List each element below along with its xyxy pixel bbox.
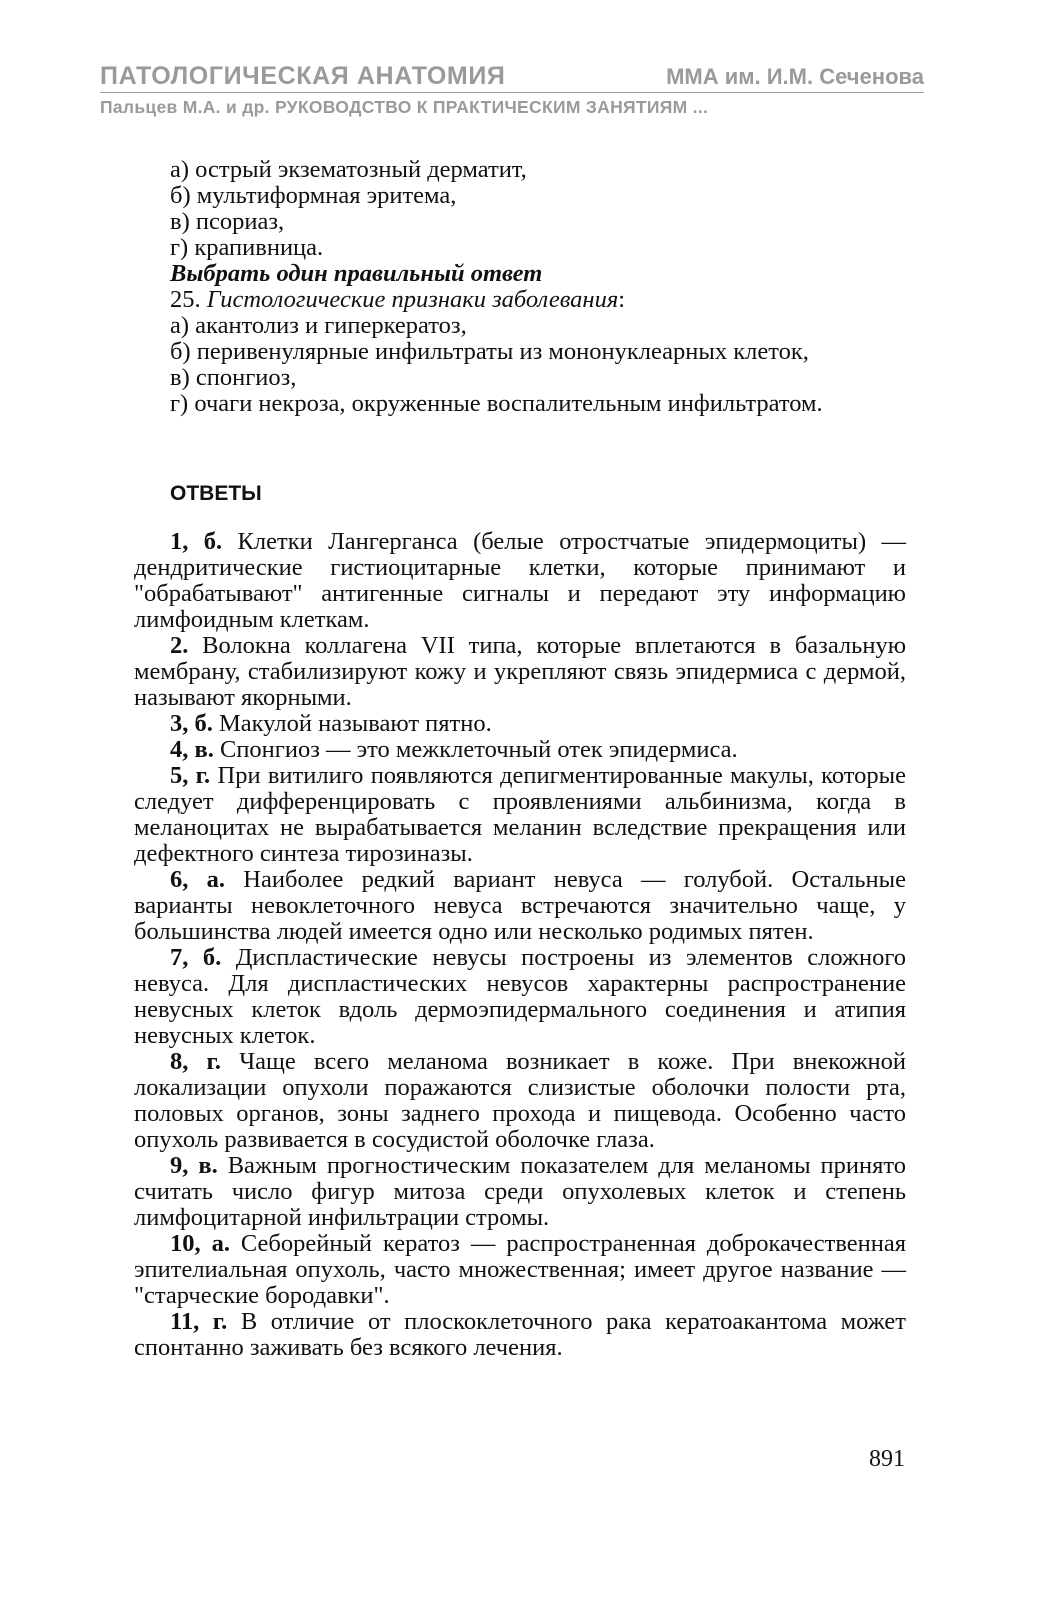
answer-key: 5, г.	[170, 762, 211, 789]
q25-question-text: Гистологические признаки заболевания	[206, 286, 619, 313]
answer-text: Наиболее редкий вариант невуса — голубой. Остальные варианты невоклеточного невуса встречаются значительно чаще, у большинства людей имеется одно или несколько родимых пятен.	[134, 866, 907, 945]
q25-option-b: б) перивенулярные инфильтраты из мононуклеарных клеток,	[170, 338, 809, 365]
answer-item	[134, 763, 906, 867]
answer-item	[134, 737, 906, 763]
answer-key: 9, в.	[170, 1152, 218, 1179]
q25-question	[134, 287, 906, 313]
q25-option-d: г) очаги некроза, окруженные воспалительным инфильтратом.	[170, 390, 823, 417]
answer-text: Диспластические невусы построены из элементов сложного невуса. Для диспластических невусов характерны распространение невусных клеток вдоль дермоэпидермального соединения и атипия невусных клеток.	[134, 944, 907, 1049]
instruction-text: Выбрать один правильный ответ	[170, 260, 543, 287]
answer-text: Чаще всего меланома возникает в коже. При внекожной локализации опухоли поражаются слизистые оболочки полости рта, половых органов, зоны заднего прохода и пищевода. Особенно часто опухоль развивается в сосудистой оболочке глаза.	[134, 1048, 906, 1153]
answer-key: 7, б.	[170, 944, 222, 971]
q25-option-c: в) спонгиоз,	[170, 364, 297, 391]
answer-item	[134, 867, 906, 945]
questions-block	[134, 157, 906, 417]
q25-option-a: а) акантолиз и гиперкератоз,	[170, 312, 467, 339]
instruction	[134, 261, 906, 287]
answer-item	[134, 1153, 906, 1231]
answers-heading: ОТВЕТЫ	[170, 482, 262, 505]
answer-item	[134, 711, 906, 737]
header-title: ПАТОЛОГИЧЕСКАЯ АНАТОМИЯ	[100, 62, 506, 90]
answer-item	[134, 529, 906, 633]
answer-text: Важным прогностическим показателем для меланомы принято считать число фигур митоза среди опухолевых клеток и степень лимфоцитарной инфильтрации стромы.	[134, 1152, 906, 1231]
answer-key: 8, г.	[170, 1048, 222, 1075]
answer-key: 10, а.	[170, 1230, 230, 1257]
answer-key: 1, б.	[170, 528, 223, 555]
q24-option-a: а) острый экзематозный дерматит,	[170, 156, 527, 183]
answer-text: Себорейный кератоз — распространенная доброкачественная эпителиальная опухоль, часто множественная; имеет другое название — "старческие бородавки".	[134, 1230, 907, 1309]
answer-key: 11, г.	[170, 1308, 228, 1335]
running-header	[100, 62, 924, 93]
answer-key: 6, а.	[170, 866, 226, 893]
answer-text: В отличие от плоскоклеточного рака кератоакантома может спонтанно заживать без всякого лечения.	[134, 1308, 907, 1361]
answer-text: При витилиго появляются депигментированные макулы, которые следует дифференцировать с проявлениями альбинизма, когда в меланоцитах не вырабатывается меланин вследствие прекращения или дефектного синтеза тирозиназы.	[134, 762, 906, 867]
answer-text: Волокна коллагена VII типа, которые вплетаются в базальную мембрану, стабилизируют кожу и укрепляют связь эпидермиса с дермой, называют якорными.	[134, 632, 906, 711]
answer-key: 3, б.	[170, 710, 213, 737]
answer-text: Макулой называют пятно.	[212, 710, 492, 737]
header-org: ММА им. И.М. Сеченова	[666, 64, 924, 89]
answer-text: Клетки Лангерганса (белые отростчатые эпидермоциты) — дендритические гистиоцитарные клетки, которые принимают и "обрабатывают" антигенные сигналы и передают эту информацию лимфоидным клеткам.	[134, 528, 907, 633]
answer-item	[134, 945, 906, 1049]
answer-key: 2.	[170, 632, 189, 659]
answer-item	[134, 633, 906, 711]
q24-option-c: в) псориаз,	[170, 208, 285, 235]
answer-item	[134, 1231, 906, 1309]
page-number: 891	[869, 1446, 905, 1472]
q24-option-d: г) крапивница.	[170, 234, 324, 261]
answer-text: Спонгиоз — это межклеточный отек эпидермиса.	[213, 736, 738, 763]
answers-block	[134, 529, 906, 1361]
answer-key: 4, в.	[170, 736, 214, 763]
answer-item	[134, 1049, 906, 1153]
q24-option-b: б) мультиформная эритема,	[170, 182, 457, 209]
answer-item	[134, 1309, 906, 1361]
q25-number: 25.	[170, 286, 201, 313]
header-subtitle: Пальцев М.А. и др. РУКОВОДСТВО К ПРАКТИЧЕСКИМ ЗАНЯТИЯМ ...	[100, 97, 709, 117]
q25-colon: :	[618, 286, 626, 313]
